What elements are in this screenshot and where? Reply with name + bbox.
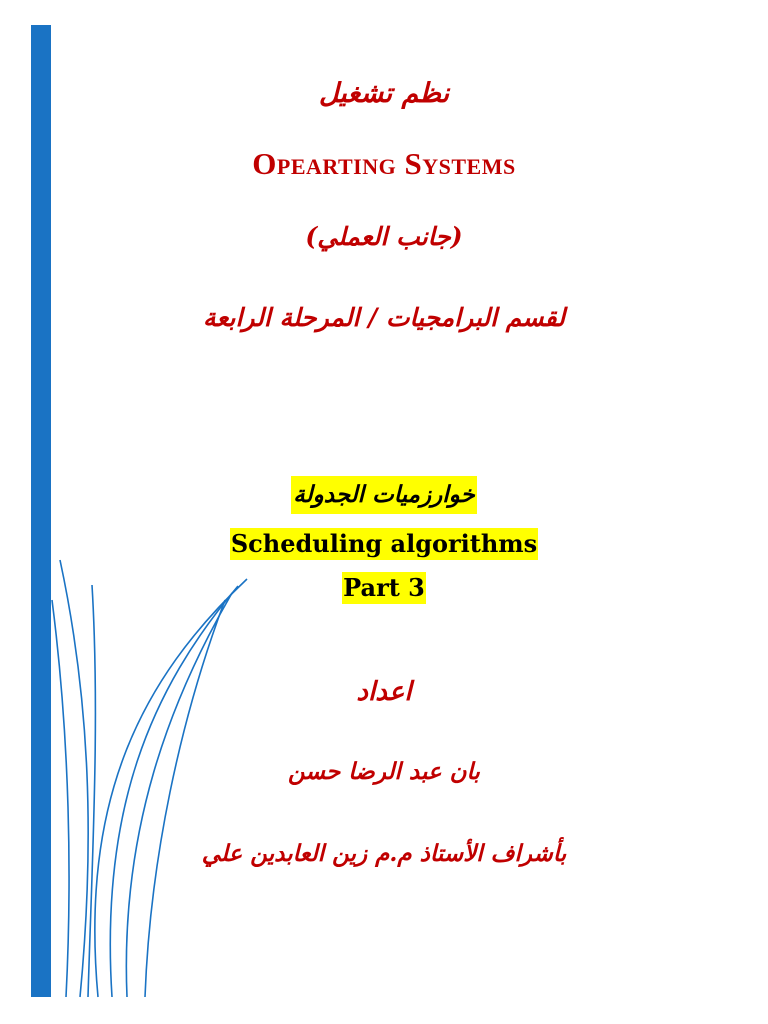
author-name: بان عبد الرضا حسن [288, 758, 480, 785]
supervisor-line: بأشراف الأستاذ م.م زين العابدين علي [201, 840, 567, 867]
part-row [0, 572, 768, 604]
subtitle-arabic: (جانب العملي) [305, 222, 463, 251]
department-arabic: لقسم البرامجيات / المرحلة الرابعة [203, 303, 565, 332]
topic-english: Scheduling algorithms [230, 529, 538, 558]
topic-english-row [0, 528, 768, 560]
topic-arabic: خوارزميات الجدولة [291, 476, 476, 514]
prepared-by-label: اعداد [356, 677, 412, 707]
title-english: Opearting Systems [252, 146, 516, 181]
part-label: Part 3 [343, 573, 425, 602]
topic-arabic-row [0, 476, 768, 514]
title-arabic: نظم تشغيل [318, 78, 450, 109]
